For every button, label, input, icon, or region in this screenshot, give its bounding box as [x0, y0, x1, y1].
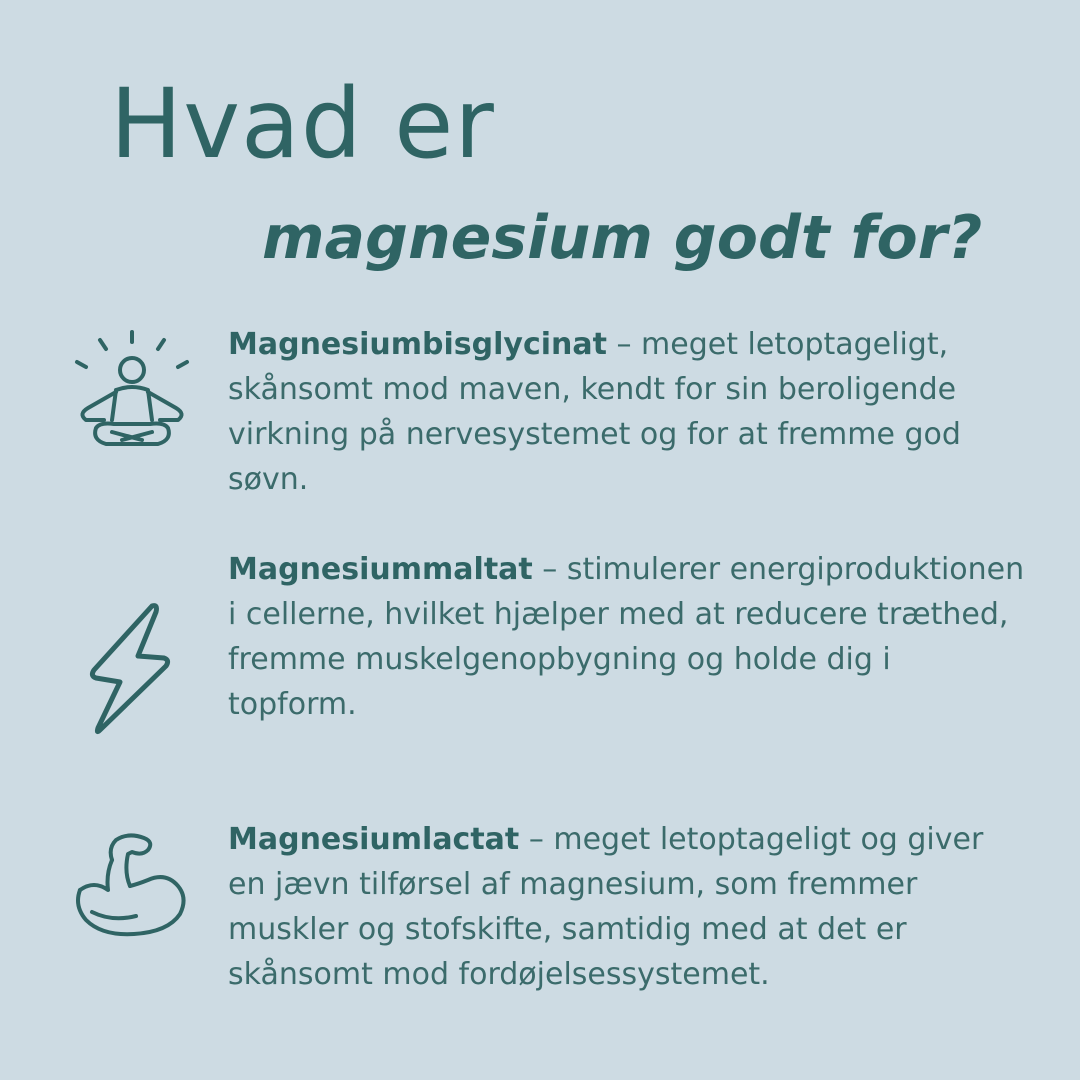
item-name: Magnesiummaltat — [228, 552, 533, 587]
title-sub: magnesium godt for? — [262, 203, 983, 273]
item-name: Magnesiumlactat — [228, 822, 520, 857]
item-description: – stimulerer energiproduktionen i cellerne, hvilket hjælper med at reducere træthed, fremme muskelgenopbygning og holde dig i topform. — [228, 552, 1025, 722]
item-magnesiumlactat — [228, 817, 1028, 997]
item-magnesiummaltat — [228, 547, 1028, 727]
title-main: Hvad er — [110, 68, 495, 180]
item-description: – meget letoptageligt, skånsomt mod maven, kendt for sin beroligende virkning på nervesystemet og for at fremme god søvn. — [228, 327, 961, 497]
item-description: – meget letoptageligt og giver en jævn tilførsel af magnesium, som fremmer muskler og stofskifte, samtidig med at det er skånsomt mod fordøjelsessystemet. — [228, 822, 984, 992]
item-name: Magnesiumbisglycinat — [228, 327, 607, 362]
meditation-icon — [72, 328, 192, 458]
item-magnesiumbisglycinat — [228, 322, 1028, 502]
lightning-bolt-icon — [86, 600, 176, 740]
flexed-arm-icon — [72, 828, 192, 946]
